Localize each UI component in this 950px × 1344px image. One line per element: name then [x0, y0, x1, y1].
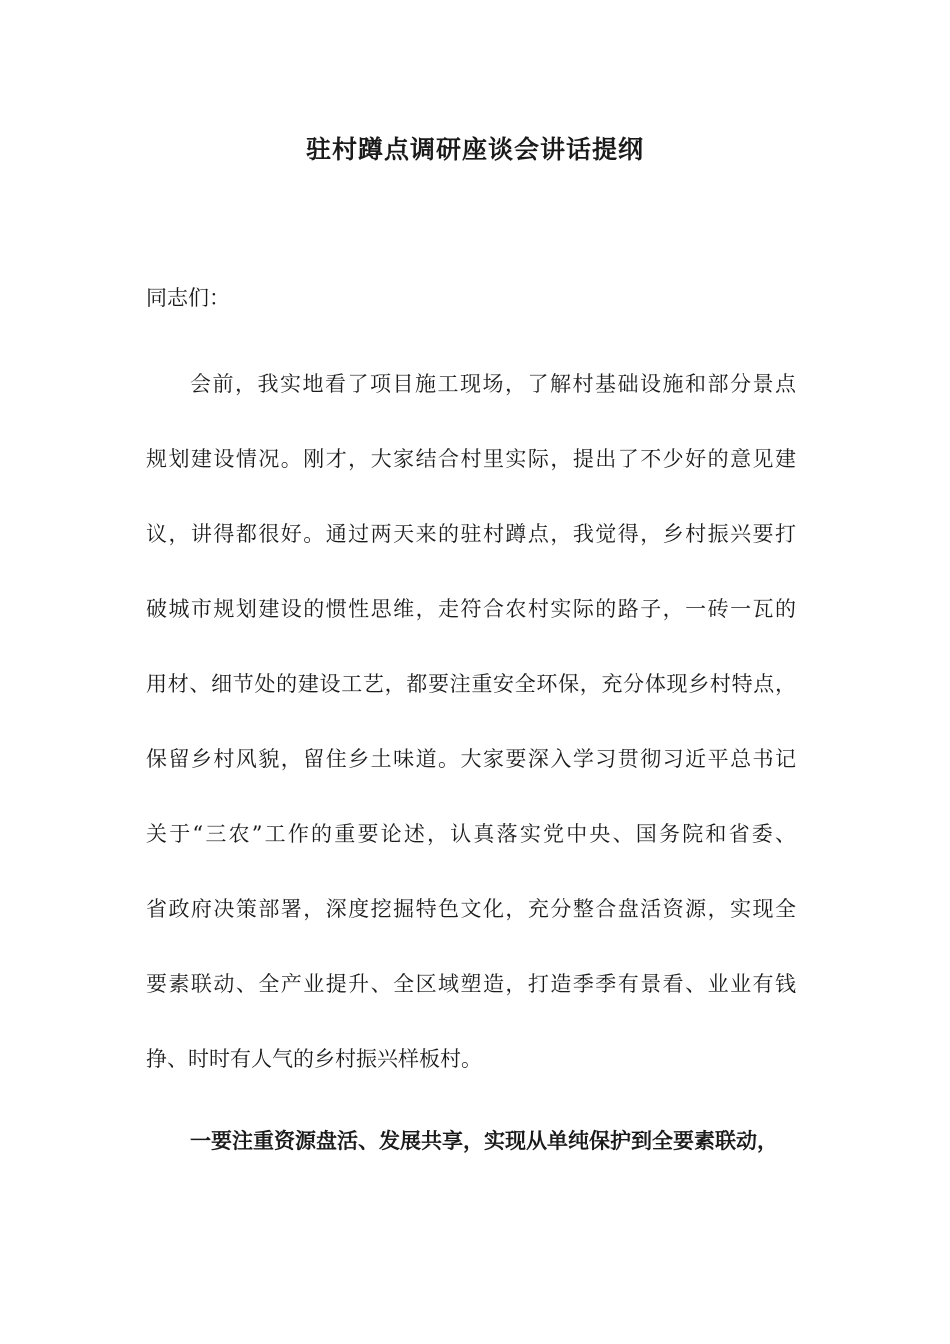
- paragraph-line: 省政府决策部署，深度挖掘特色文化，充分整合盘活资源，实现全: [146, 897, 796, 921]
- paragraph-line: 议，讲得都很好。通过两天来的驻村蹲点，我觉得，乡村振兴要打: [146, 522, 796, 546]
- paragraph-line: 保留乡村风貌，留住乡土味道。大家要深入学习贯彻习近平总书记: [146, 747, 796, 771]
- document-title: 驻村蹲点调研座谈会讲话提纲: [305, 135, 644, 164]
- salutation: 同志们：: [146, 286, 230, 310]
- paragraph-line: 关于“三农”工作的重要论述，认真落实党中央、国务院和省委、: [146, 822, 796, 846]
- paragraph-line: 会前，我实地看了项目施工现场，了解村基础设施和部分景点: [190, 372, 796, 396]
- paragraph-line: 挣、时时有人气的乡村振兴样板村。: [146, 1047, 482, 1071]
- paragraph-line: 用材、细节处的建设工艺，都要注重安全环保，充分体现乡村特点，: [146, 672, 796, 696]
- paragraph-1: [146, 369, 796, 1119]
- section-heading-1: 一要注重资源盘活、发展共享，实现从单纯保护到全要素联动，: [190, 1128, 778, 1153]
- paragraph-line: 规划建设情况。刚才，大家结合村里实际，提出了不少好的意见建: [146, 447, 796, 471]
- paragraph-line: 要素联动、全产业提升、全区域塑造，打造季季有景看、业业有钱: [146, 972, 796, 996]
- paragraph-line: 破城市规划建设的惯性思维，走符合农村实际的路子，一砖一瓦的: [146, 597, 796, 621]
